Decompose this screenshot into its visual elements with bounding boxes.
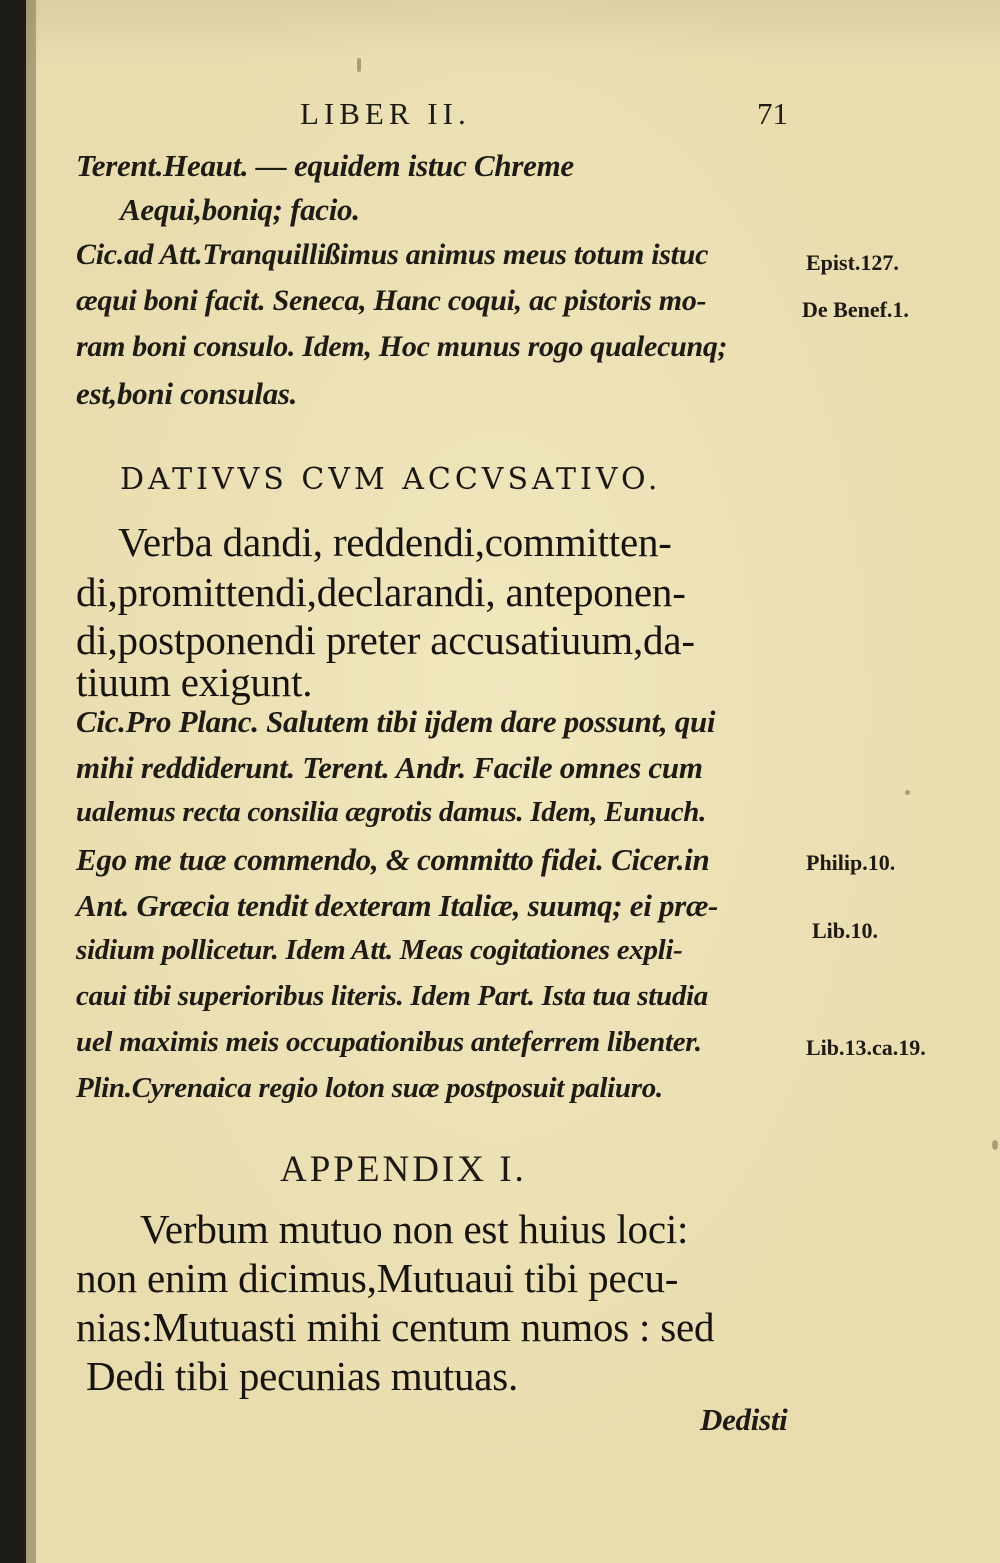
text-line: caui tibi superioribus literis. Idem Part. Ista tua studia [76, 980, 708, 1012]
text-line: ram boni consulo. Idem, Hoc munus rogo qualecunq; [76, 330, 728, 363]
text-line: ualemus recta consilia ægrotis damus. Idem, Eunuch. [76, 796, 707, 828]
running-head: LIBER II. [300, 96, 471, 131]
page-number: 71 [757, 96, 788, 131]
text-line: Plin.Cyrenaica regio loton suæ postposuit paliuro. [76, 1072, 663, 1104]
text-line: æqui boni facit. Seneca, Hanc coqui, ac pistoris mo- [76, 284, 707, 317]
text-line: est,boni consulas. [76, 376, 298, 411]
ink-speck [992, 1140, 998, 1150]
catchword: Dedisti [700, 1402, 788, 1437]
text-line: uel maximis meis occupationibus anteferrem libenter. [76, 1026, 702, 1058]
appendix-heading: APPENDIX I. [280, 1149, 527, 1190]
text-line: Verbum mutuo non est huius loci: [140, 1206, 689, 1252]
text-line: mihi reddiderunt. Terent. Andr. Facile omnes cum [76, 750, 703, 785]
margin-note: Lib.10. [812, 918, 879, 943]
margin-note: Epist.127. [806, 250, 899, 275]
ink-speck [357, 58, 361, 72]
text-line: di,postponendi preter accusatiuum,da- [76, 617, 695, 663]
text-line: Terent.Heaut. — equidem istuc Chreme [76, 148, 574, 183]
text-line: Ego me tuæ commendo, & committo fidei. Cicer.in [76, 842, 710, 877]
text-line: Cic.ad Att.Tranquillißimus animus meus totum istuc [76, 238, 709, 271]
margin-note: Philip.10. [806, 850, 896, 875]
margin-note: De Benef.1. [802, 297, 909, 322]
text-line: Dedi tibi pecunias mutuas. [86, 1353, 519, 1399]
text-line: sidium pollicetur. Idem Att. Meas cogitationes expli- [76, 934, 683, 966]
ink-speck [905, 790, 910, 795]
text-line: di,promittendi,declarandi, anteponen- [76, 569, 686, 615]
text-line: Ant. Græcia tendit dexteram Italiæ, suumq; ei præ- [76, 888, 719, 923]
text-line: Verba dandi, reddendi,committen- [118, 519, 672, 565]
text-line: Aequi,boniq; facio. [120, 192, 360, 227]
section-heading: DATIVVS CVM ACCVSATIVO. [120, 462, 662, 497]
margin-note: Lib.13.ca.19. [806, 1035, 926, 1060]
text-line: non enim dicimus,Mutuaui tibi pecu- [76, 1255, 679, 1301]
text-line: tiuum exigunt. [76, 659, 313, 705]
text-line: Cic.Pro Planc. Salutem tibi ijdem dare possunt, qui [76, 704, 716, 739]
binding-gutter [0, 0, 26, 1563]
text-line: nias:Mutuasti mihi centum numos : sed [76, 1304, 715, 1350]
binding-shadow [26, 0, 36, 1563]
